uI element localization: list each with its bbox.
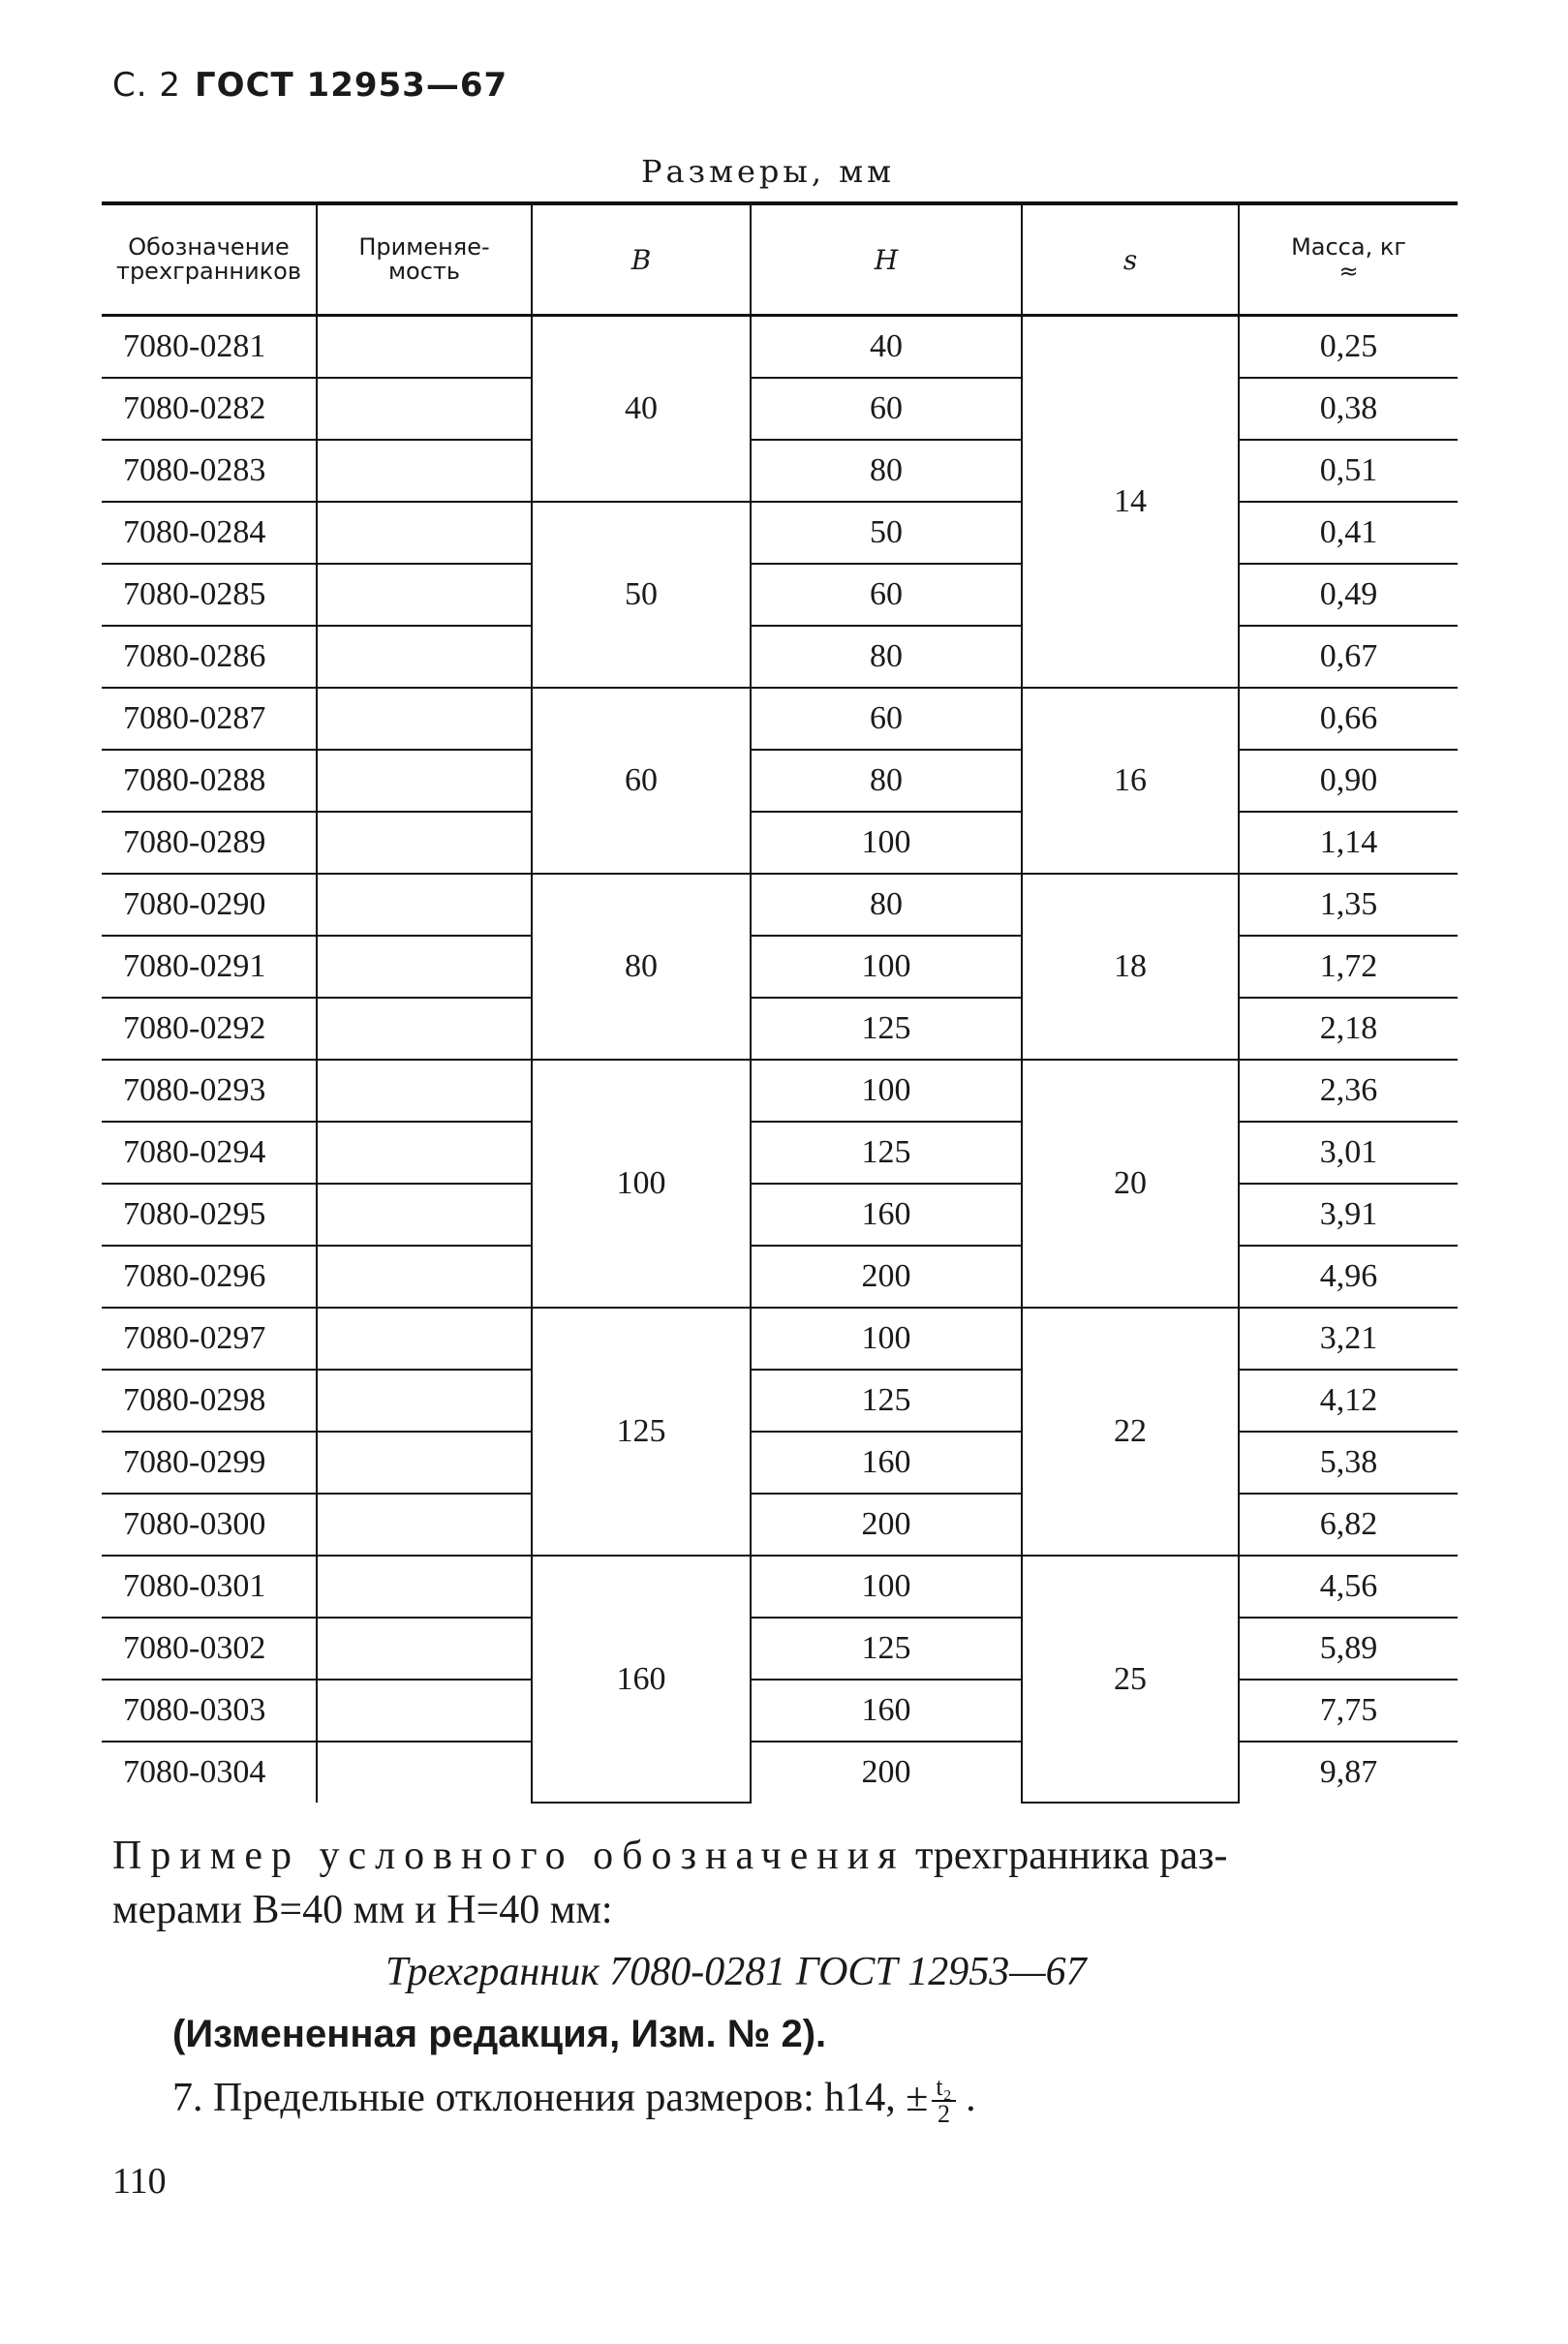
table-row (102, 1494, 1458, 1556)
designation-cell: 7080-0290 (102, 874, 317, 936)
mass-cell: 0,67 (1239, 626, 1458, 688)
h-dimension-cell: 80 (751, 440, 1022, 502)
table-row (102, 1184, 1458, 1246)
designation-cell: 7080-0304 (123, 1754, 266, 1790)
table-row (102, 1556, 1458, 1618)
applicability-cell (317, 1308, 532, 1370)
mass-cell: 0,38 (1239, 378, 1458, 440)
applicability-cell (317, 936, 532, 998)
column-header (1239, 203, 1458, 316)
example-intro: Пример условного обозначения (112, 1834, 906, 1878)
mass-cell: 2,18 (1239, 998, 1458, 1060)
s-dimension-cell: 25 (1022, 1556, 1239, 1803)
example-designation: Трехгранник 7080-0281 ГОСТ 12953—67 (385, 1950, 1087, 1994)
applicability-cell (317, 1060, 532, 1122)
designation-cell: 7080-0283 (102, 440, 317, 502)
mass-cell: 3,01 (1239, 1122, 1458, 1184)
b-dimension-cell: 60 (532, 688, 751, 874)
h-dimension-cell: 100 (751, 1060, 1022, 1122)
s-dimension-cell: 20 (1022, 1060, 1239, 1308)
h-dimension-cell: 50 (751, 502, 1022, 564)
applicability-cell (317, 1556, 532, 1618)
designation-cell: 7080-0293 (102, 1060, 317, 1122)
dimensions-table-wrap (102, 201, 1458, 1804)
column-header-label: Масса, кг (1291, 233, 1406, 261)
designation-cell: 7080-0298 (102, 1370, 317, 1432)
h-dimension-cell: 60 (751, 564, 1022, 626)
column-header (751, 203, 1022, 316)
applicability-cell (317, 750, 532, 812)
designation-cell: 7080-0288 (102, 750, 317, 812)
applicability-cell (317, 1618, 532, 1680)
mass-cell: 1,72 (1239, 936, 1458, 998)
applicability-cell (317, 1742, 532, 1803)
example-line2: мерами B=40 мм и H=40 мм: (112, 1888, 613, 1932)
table-row (102, 440, 1458, 502)
mass-cell: 7,75 (1239, 1680, 1458, 1742)
designation-cell: 7080-0295 (102, 1184, 317, 1246)
h-dimension-cell: 80 (751, 874, 1022, 936)
designation-cell: 7080-0299 (102, 1432, 317, 1494)
designation-cell: 7080-0286 (102, 626, 317, 688)
designation-cell: 7080-0302 (102, 1618, 317, 1680)
tolerances-tail: . (966, 2076, 976, 2120)
mass-cell: 0,25 (1239, 316, 1458, 379)
mass-cell: 6,82 (1239, 1494, 1458, 1556)
applicability-cell (317, 1246, 532, 1308)
h-dimension-cell: 160 (751, 1184, 1022, 1246)
h-dimension-cell: 100 (751, 936, 1022, 998)
table-row (102, 750, 1458, 812)
fraction-numerator: t₂ (932, 2075, 955, 2102)
column-header-label: H (874, 243, 899, 276)
designation-cell: 7080-0294 (102, 1122, 317, 1184)
h-dimension-cell: 100 (751, 1308, 1022, 1370)
s-dimension-cell: 22 (1022, 1308, 1239, 1556)
h-dimension-cell: 60 (751, 378, 1022, 440)
h-dimension-cell: 100 (751, 1556, 1022, 1618)
designation-cell: 7080-0285 (102, 564, 317, 626)
b-dimension-cell: 80 (532, 874, 751, 1060)
designation-cell: 7080-0292 (102, 998, 317, 1060)
table-row (102, 688, 1458, 750)
table-row (102, 1370, 1458, 1432)
example-paragraph (112, 1831, 1459, 1881)
designation-cell: 7080-0297 (102, 1308, 317, 1370)
column-header-label: Обозначение (128, 233, 290, 261)
b-dimension-cell: 160 (532, 1556, 751, 1803)
table-row (102, 316, 1458, 379)
mass-cell: 4,96 (1239, 1246, 1458, 1308)
table-row (102, 626, 1458, 688)
b-dimension-cell: 125 (532, 1308, 751, 1556)
applicability-cell (317, 1122, 532, 1184)
applicability-cell (317, 874, 532, 936)
applicability-cell (317, 564, 532, 626)
table-caption: Размеры, мм (641, 153, 895, 190)
column-header (1022, 203, 1239, 316)
table-row (102, 1308, 1458, 1370)
tolerances-text: 7. Предельные отклонения размеров: h14, ± (172, 2076, 929, 2120)
h-dimension-cell: 125 (751, 1618, 1022, 1680)
table-row (102, 502, 1458, 564)
table-row (102, 1680, 1458, 1742)
table-body (102, 316, 1458, 1804)
mass-cell: 0,66 (1239, 688, 1458, 750)
h-dimension-cell: 160 (751, 1680, 1022, 1742)
table-row (102, 874, 1458, 936)
mass-cell: 0,41 (1239, 502, 1458, 564)
applicability-cell (317, 1494, 532, 1556)
dimensions-table (102, 201, 1458, 1804)
column-header-sublabel: трехгранников (115, 258, 302, 285)
revision-note: (Измененная редакция, Изм. № 2). (172, 2013, 827, 2055)
s-dimension-cell: 14 (1022, 316, 1239, 689)
h-dimension-cell: 100 (751, 812, 1022, 874)
table-row (102, 1060, 1458, 1122)
column-header (102, 203, 317, 316)
table-header-row (102, 203, 1458, 316)
table-row (102, 812, 1458, 874)
h-dimension-cell: 200 (751, 1742, 1022, 1803)
column-header-label: s (1122, 243, 1138, 276)
applicability-cell (317, 502, 532, 564)
h-dimension-cell: 200 (751, 1494, 1022, 1556)
applicability-cell (317, 812, 532, 874)
h-dimension-cell: 125 (751, 1370, 1022, 1432)
mass-cell: 4,56 (1239, 1556, 1458, 1618)
standard-number: ГОСТ 12953—67 (195, 66, 508, 105)
mass-cell: 4,12 (1239, 1370, 1458, 1432)
table-row (102, 1246, 1458, 1308)
mass-cell: 1,14 (1239, 812, 1458, 874)
s-dimension-cell: 16 (1022, 688, 1239, 874)
h-dimension-cell: 80 (751, 626, 1022, 688)
column-header-label: Применяе- (358, 233, 490, 261)
page-header (112, 66, 507, 105)
s-dimension-cell: 18 (1022, 874, 1239, 1060)
table-row (102, 1122, 1458, 1184)
mass-cell: 0,49 (1239, 564, 1458, 626)
applicability-cell (317, 378, 532, 440)
tolerance-fraction (932, 2075, 955, 2127)
column-header (317, 203, 532, 316)
mass-cell: 1,35 (1239, 874, 1458, 936)
designation-cell: 7080-0287 (102, 688, 317, 750)
h-dimension-cell: 60 (751, 688, 1022, 750)
designation-cell: 7080-0284 (102, 502, 317, 564)
h-dimension-cell: 125 (751, 1122, 1022, 1184)
mass-cell: 9,87 (1239, 1742, 1458, 1803)
table-row (102, 1742, 1458, 1803)
tolerances-line (172, 2075, 976, 2127)
column-header (532, 203, 751, 316)
table-row (102, 564, 1458, 626)
mass-cell: 2,36 (1239, 1060, 1458, 1122)
designation-cell: 7080-0282 (102, 378, 317, 440)
designation-cell: 7080-0291 (102, 936, 317, 998)
fraction-denominator: 2 (937, 2100, 950, 2129)
mass-cell: 3,21 (1239, 1308, 1458, 1370)
table-row (102, 936, 1458, 998)
h-dimension-cell: 125 (751, 998, 1022, 1060)
page-number: 110 (112, 2161, 167, 2202)
h-dimension-cell: 200 (751, 1246, 1022, 1308)
mass-cell: 5,38 (1239, 1432, 1458, 1494)
applicability-cell (317, 1184, 532, 1246)
designation-cell: 7080-0289 (102, 812, 317, 874)
designation-cell: 7080-0301 (102, 1556, 317, 1618)
b-dimension-cell: 50 (532, 502, 751, 688)
applicability-cell (317, 1680, 532, 1742)
applicability-cell (317, 440, 532, 502)
table-row (102, 998, 1458, 1060)
column-header-label: B (630, 243, 652, 276)
designation-cell: 7080-0296 (102, 1246, 317, 1308)
designation-cell: 7080-0303 (102, 1680, 317, 1742)
column-header-sublabel: ≈ (1338, 258, 1359, 285)
applicability-cell (317, 626, 532, 688)
b-dimension-cell: 40 (532, 316, 751, 503)
mass-cell: 0,51 (1239, 440, 1458, 502)
designation-cell: 7080-0300 (102, 1494, 317, 1556)
example-intro-rest: трехгранника раз- (915, 1834, 1228, 1878)
applicability-cell (317, 316, 532, 379)
table-row (102, 378, 1458, 440)
mass-cell: 0,90 (1239, 750, 1458, 812)
applicability-cell (317, 1370, 532, 1432)
h-dimension-cell: 80 (751, 750, 1022, 812)
page-ref: С. 2 (112, 66, 181, 105)
designation-cell: 7080-0281 (102, 316, 317, 379)
b-dimension-cell: 100 (532, 1060, 751, 1308)
h-dimension-cell: 160 (751, 1432, 1022, 1494)
column-header-sublabel: мость (387, 258, 461, 285)
table-row (102, 1432, 1458, 1494)
h-dimension-cell: 40 (751, 316, 1022, 379)
applicability-cell (317, 688, 532, 750)
mass-cell: 5,89 (1239, 1618, 1458, 1680)
mass-cell: 3,91 (1239, 1184, 1458, 1246)
applicability-cell (317, 998, 532, 1060)
table-row (102, 1618, 1458, 1680)
applicability-cell (317, 1432, 532, 1494)
